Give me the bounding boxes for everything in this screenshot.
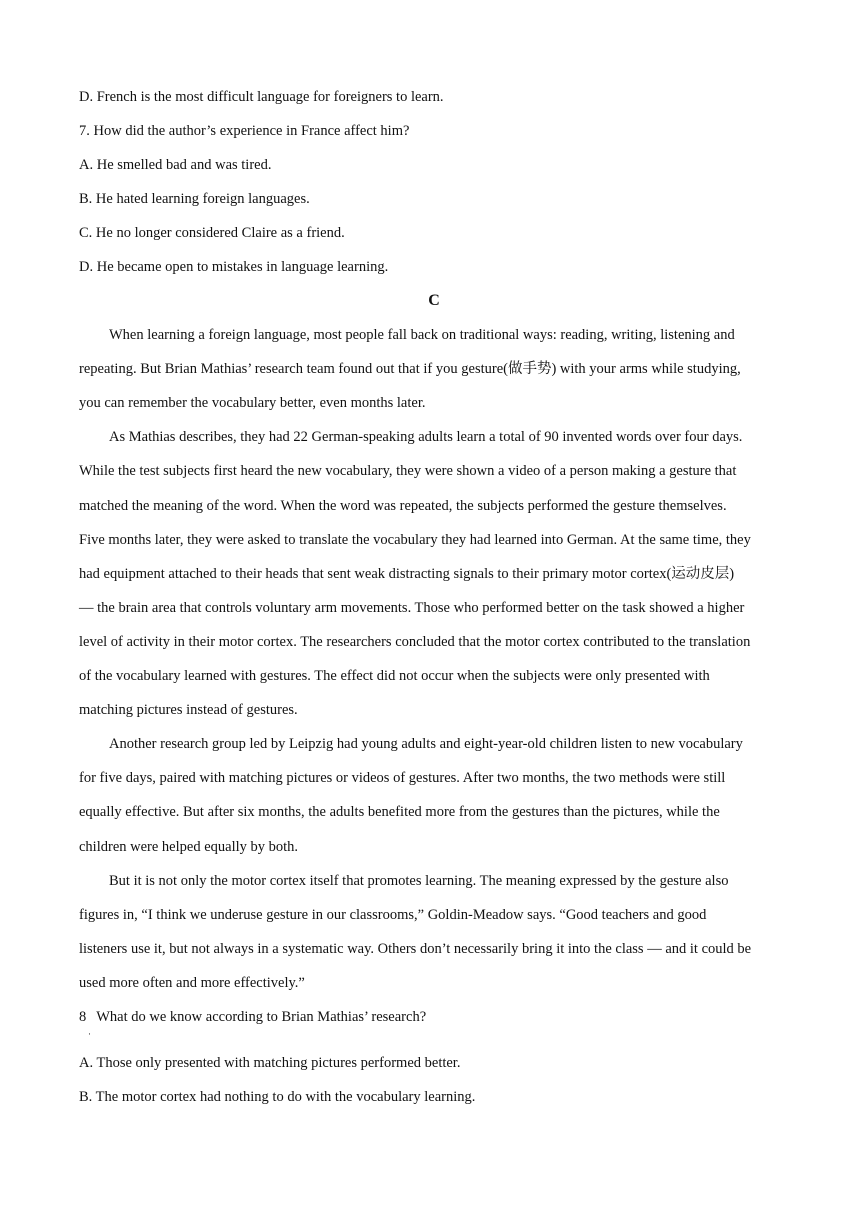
stray-mark: · <box>88 1029 91 1039</box>
passage-line: had equipment attached to their heads that sent weak distracting signals to their primary motor cortex(运动皮层) <box>79 566 735 582</box>
passage-line: you can remember the vocabulary better, even months later. <box>79 395 426 411</box>
q8-option-b: B. The motor cortex had nothing to do with the vocabulary learning. <box>79 1089 476 1105</box>
passage-line: figures in, “I think we underuse gesture in our classrooms,” Goldin-Meadow says. “Good teachers and good <box>79 907 707 923</box>
passage-line: matched the meaning of the word. When the word was repeated, the subjects performed the gesture themselves. <box>79 498 727 514</box>
q7-option-a: A. He smelled bad and was tired. <box>79 157 272 173</box>
passage-line: matching pictures instead of gestures. <box>79 702 298 718</box>
passage-line: While the test subjects first heard the new vocabulary, they were shown a video of a person making a gesture that <box>79 463 737 479</box>
q8-option-a: A. Those only presented with matching pictures performed better. <box>79 1055 461 1071</box>
q7-question: 7. How did the author’s experience in France affect him? <box>79 123 410 139</box>
passage-line: of the vocabulary learned with gestures. The effect did not occur when the subjects were only presented with <box>79 668 710 684</box>
passage-line: for five days, paired with matching pictures or videos of gestures. After two months, the two methods were still <box>79 770 726 786</box>
passage-line: But it is not only the motor cortex itself that promotes learning. The meaning expressed by the gesture also <box>109 873 729 889</box>
passage-line: As Mathias describes, they had 22 German-speaking adults learn a total of 90 invented words over four days. <box>109 429 743 445</box>
q8-number: 8 <box>79 1009 87 1025</box>
q7-option-b: B. He hated learning foreign languages. <box>79 191 310 207</box>
passage-line: level of activity in their motor cortex. The researchers concluded that the motor cortex contributed to the translation <box>79 634 751 650</box>
q7-option-c: C. He no longer considered Claire as a friend. <box>79 225 345 241</box>
q8-question: What do we know according to Brian Mathias’ research? <box>96 1009 427 1025</box>
passage-line: children were helped equally by both. <box>79 839 299 855</box>
q8-question-row <box>79 1007 426 1027</box>
q7-option-d: D. He became open to mistakes in language learning. <box>79 259 389 275</box>
passage-line: When learning a foreign language, most people fall back on traditional ways: reading, writing, listening and <box>109 327 735 343</box>
passage-line: equally effective. But after six months, the adults benefited more from the gestures than the pictures, while the <box>79 804 720 820</box>
passage-line: listeners use it, but not always in a systematic way. Others don’t necessarily bring it into the class — and it could be <box>79 941 752 957</box>
passage-line: Another research group led by Leipzig had young adults and eight-year-old children listen to new vocabulary <box>109 736 743 752</box>
q6-option-d: D. French is the most difficult language for foreigners to learn. <box>79 89 444 105</box>
passage-line: — the brain area that controls voluntary arm movements. Those who performed better on the task showed a higher <box>79 600 745 616</box>
passage-line: repeating. But Brian Mathias’ research team found out that if you gesture(做手势) with your arms while studying, <box>79 361 741 377</box>
passage-line: used more often and more effectively.” <box>79 975 305 991</box>
section-title: C <box>428 292 440 309</box>
passage-line: Five months later, they were asked to translate the vocabulary they had learned into German. At the same time, they <box>79 532 751 548</box>
